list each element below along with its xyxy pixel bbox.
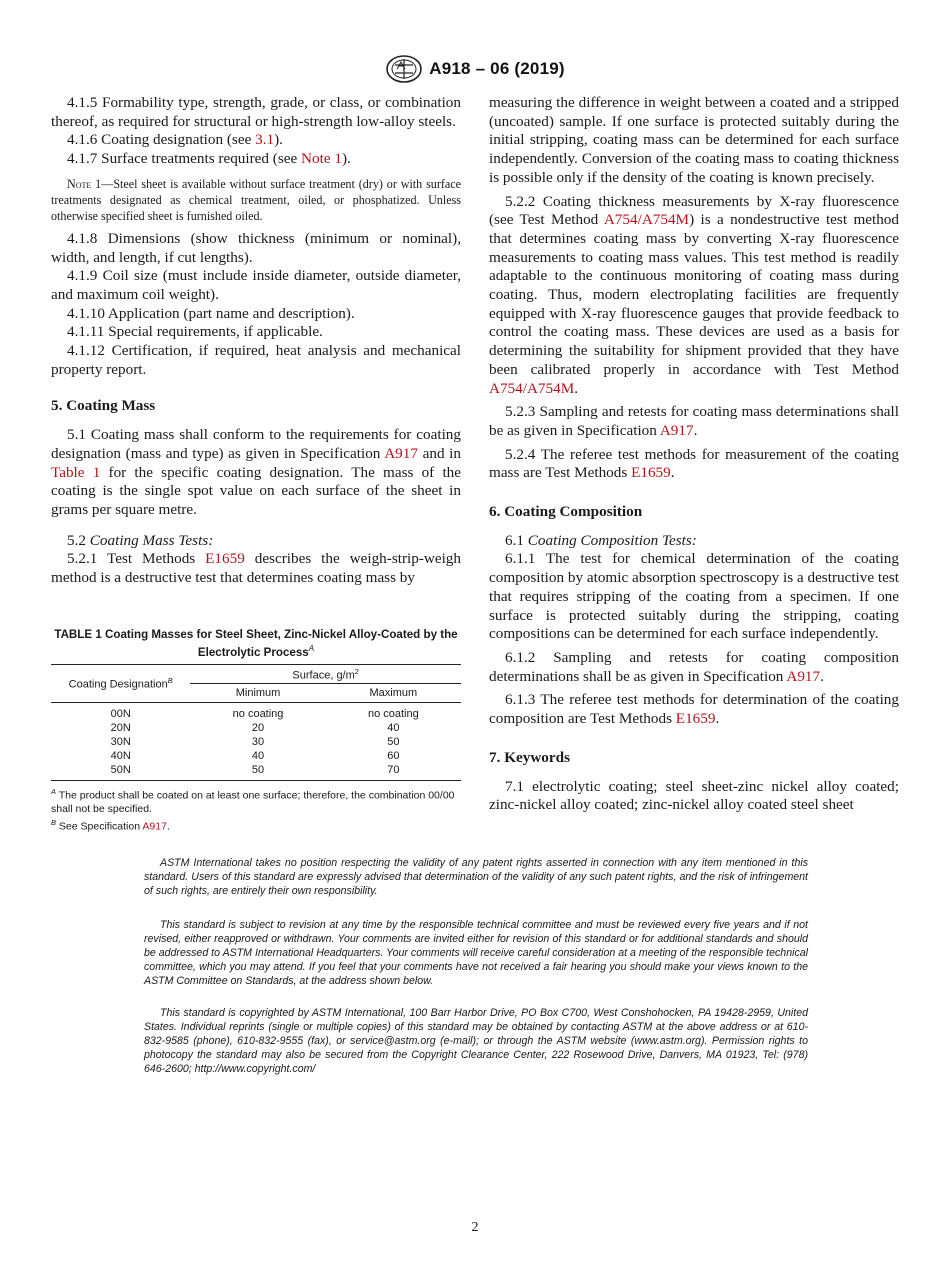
clause-4-1-11: 4.1.11 Special requirements, if applicable. xyxy=(67,323,323,341)
section-5-heading: 5. Coating Mass xyxy=(51,397,156,415)
clause-4-1-5: 4.1.5 Formability type, strength, grade, or class, or combination thereof, as required for structural or high-strength low-alloy steels. xyxy=(51,94,461,130)
link-a754[interactable]: A754/A754M xyxy=(603,211,690,229)
clause-4-1-6: 4.1.6 Coating designation (see 3.1). xyxy=(67,131,283,149)
clause-4-1-7: 4.1.7 Surface treatments required (see Note 1). xyxy=(67,150,351,168)
link-a754-2[interactable]: A754/A754M xyxy=(489,379,575,397)
standard-designation: A918 – 06 (2019) xyxy=(429,59,565,78)
clause-5-2-1: 5.2.1 Test Methods E1659 describes the weigh-strip-weigh method is a destructive test that determines coating mass by xyxy=(51,550,461,587)
right-column xyxy=(489,94,899,815)
page-header xyxy=(0,52,950,86)
clause-6-1-1: 6.1.1 The test for chemical determination of the coating composition by atomic absorption spectroscopy is a destructive test that requires stripping of the coating from a specimen. If one surface is protected suitably during the stripping, coating compositions can be determined for each surface independently. xyxy=(489,550,899,643)
clause-5-2-3: 5.2.3 Sampling and retests for coating mass determinations shall be as given in Specification A917. xyxy=(489,403,899,439)
link-table-1[interactable]: Table 1 xyxy=(51,463,101,481)
table-row: 00N no coating no coating xyxy=(110,707,419,720)
link-a917[interactable]: A917 xyxy=(384,444,418,462)
clause-4-1-8: 4.1.8 Dimensions (show thickness (minimum or nominal), width, and length, if cut lengths). xyxy=(51,229,461,266)
footnote-a: $^A$ The product shall be coated on at least one surface; therefore, the combination 00/00 shall not be specified. xyxy=(51,786,455,815)
link-a917-612[interactable]: A917 xyxy=(786,667,821,685)
col-header-surface: Surface, $g/m^2$ xyxy=(190,664,461,683)
table-row: 40N 40 60 xyxy=(110,749,400,762)
clause-5-2: 5.2 Coating Mass Tests: xyxy=(67,531,214,549)
clause-5-2-4: 5.2.4 The referee test methods for measurement of the coating mass are Test Methods E1659. xyxy=(489,445,899,482)
link-note-1[interactable]: Note 1 xyxy=(301,150,342,168)
table-row: 50N 50 70 xyxy=(51,763,461,781)
astm-logo-icon xyxy=(385,54,423,84)
clause-4-1-9: 4.1.9 Coil size (must include inside diameter, outside diameter, and maximum coil weight). xyxy=(51,267,461,303)
section-7-heading: 7. Keywords xyxy=(489,748,570,766)
clause-4-1-12: 4.1.12 Certification, if required, heat analysis and mechanical property report. xyxy=(51,342,461,378)
col-header-maximum: Maximum xyxy=(369,686,418,699)
clause-6-1-2: 6.1.2 Sampling and retests for coating composition determinations shall be as given in Specification A917. xyxy=(489,648,899,685)
left-column xyxy=(51,94,461,588)
coating-mass-table xyxy=(51,664,461,781)
link-a917-523[interactable]: A917 xyxy=(659,421,694,439)
link-3-1[interactable]: 3.1 xyxy=(255,131,275,149)
table-row: 30N 30 50 xyxy=(110,735,400,748)
copyright-notice: This standard is copyrighted by ASTM International, 100 Barr Harbor Drive, PO Box C700, West Conshohocken, PA 19428-2959, United States. Individual reprints (single or multiple copies) of this standard may be obtained by contacting ASTM at the above address or at 610-832-9585 (phone), 610-832-9555 (fax), or service@astm.org (e-mail); or through the ASTM website (www.astm.org). Permission rights to photocopy the standard may also be secured from the Copyright Clearance Center, 222 Rosewood Drive, Danvers, MA 01923, Tel: (978) 646-2600; http://www.copyright.com/ xyxy=(144,1007,808,1075)
section-6-heading: 6. Coating Composition xyxy=(489,503,643,521)
clause-7-1: 7.1 electrolytic coating; steel sheet-zinc nickel alloy coated; zinc-nickel alloy coated; zinc-nickel alloy coated steel sheet xyxy=(489,777,899,814)
link-e1659-613[interactable]: E1659 xyxy=(675,710,716,728)
clause-5-2-1-continued: measuring the difference in weight between a coated and a stripped (uncoated) sample. If one surface is protected suitably during the initial stripping, coating mass can be determined for each surface independently. Conversion of the coating mass to coating thickness is possible only if the density of the coating is known precisely. xyxy=(489,94,899,186)
col-header-designation: Coating Designation$^B$ xyxy=(51,664,190,702)
clause-5-2-2: 5.2.2 Coating thickness measurements by X-ray fluorescence (see Test Method A754/A754M) is a nondestructive test method that determines coating mass by converting X-ray fluorescence measurements to coating mass values. This test method is readily adaptable to the continuous monitoring of coating mass during coating. Thus, modern electroplating facilities are frequently equipped with X-ray fluorescence gauges that provide feedback to control the coating mass. These devices are used as a basis for determining the suitability for shipment provided that they have been calibrated properly in accordance with Test Method A754/A754M. xyxy=(489,192,899,397)
patent-notice: ASTM International takes no position respecting the validity of any patent rights asserted in connection with any item mentioned in this standard. Users of this standard are expressly advised that determination of the validity of any such patent rights, and the risk of infringement of such rights, are entirely their own responsibility. xyxy=(144,857,808,897)
footnote-b: $^B$ See Specification A917. xyxy=(51,818,170,833)
table-footnotes xyxy=(51,785,461,835)
clause-6-1-3: 6.1.3 The referee test methods for determination of the coating composition are Test Methods E1659. xyxy=(489,691,899,728)
page-number: 2 xyxy=(471,1220,479,1235)
table-1 xyxy=(51,628,461,834)
revision-notice: This standard is subject to revision at any time by the responsible technical committee and must be reviewed every five years and if not revised, either reapproved or withdrawn. Your comments are invited either for revision of this standard or for additional standards and should be addressed to ASTM International Headquarters. Your comments will receive careful consideration at a meeting of the responsible technical committee, which you may attend. If you feel that your comments have not received a fair hearing you should make your views known to the ASTM Committee on Standards, at the address shown below. xyxy=(144,919,808,987)
table-row: 20N 20 40 xyxy=(110,721,400,734)
link-e1659[interactable]: E1659 xyxy=(205,550,245,568)
note-1: Note 1—Steel sheet is available without surface treatment (dry) or with surface treatments designated as chemical treatment, oiled, or phosphatized. Unless otherwise specified sheet is furnished oiled. xyxy=(51,176,462,223)
link-e1659-524[interactable]: E1659 xyxy=(631,464,671,482)
clause-5-1: 5.1 Coating mass shall conform to the requirements for coating designation (mass and type) as given in Specification A917 and in Table 1 for the specific coating designation. The mass of the coating is the single spot value on each surface of the sheet in grams per square metre. xyxy=(51,426,461,518)
col-header-minimum: Minimum xyxy=(235,686,281,699)
clause-4-1-10: 4.1.10 Application (part name and description). xyxy=(67,304,355,322)
clause-6-1: 6.1 Coating Composition Tests: xyxy=(505,531,697,549)
link-a917-footnote[interactable]: A917 xyxy=(142,820,167,833)
table-1-title: TABLE 1 Coating Masses for Steel Sheet, Zinc-Nickel Alloy-Coated by the Electrolytic Process$^A$ xyxy=(54,628,458,659)
